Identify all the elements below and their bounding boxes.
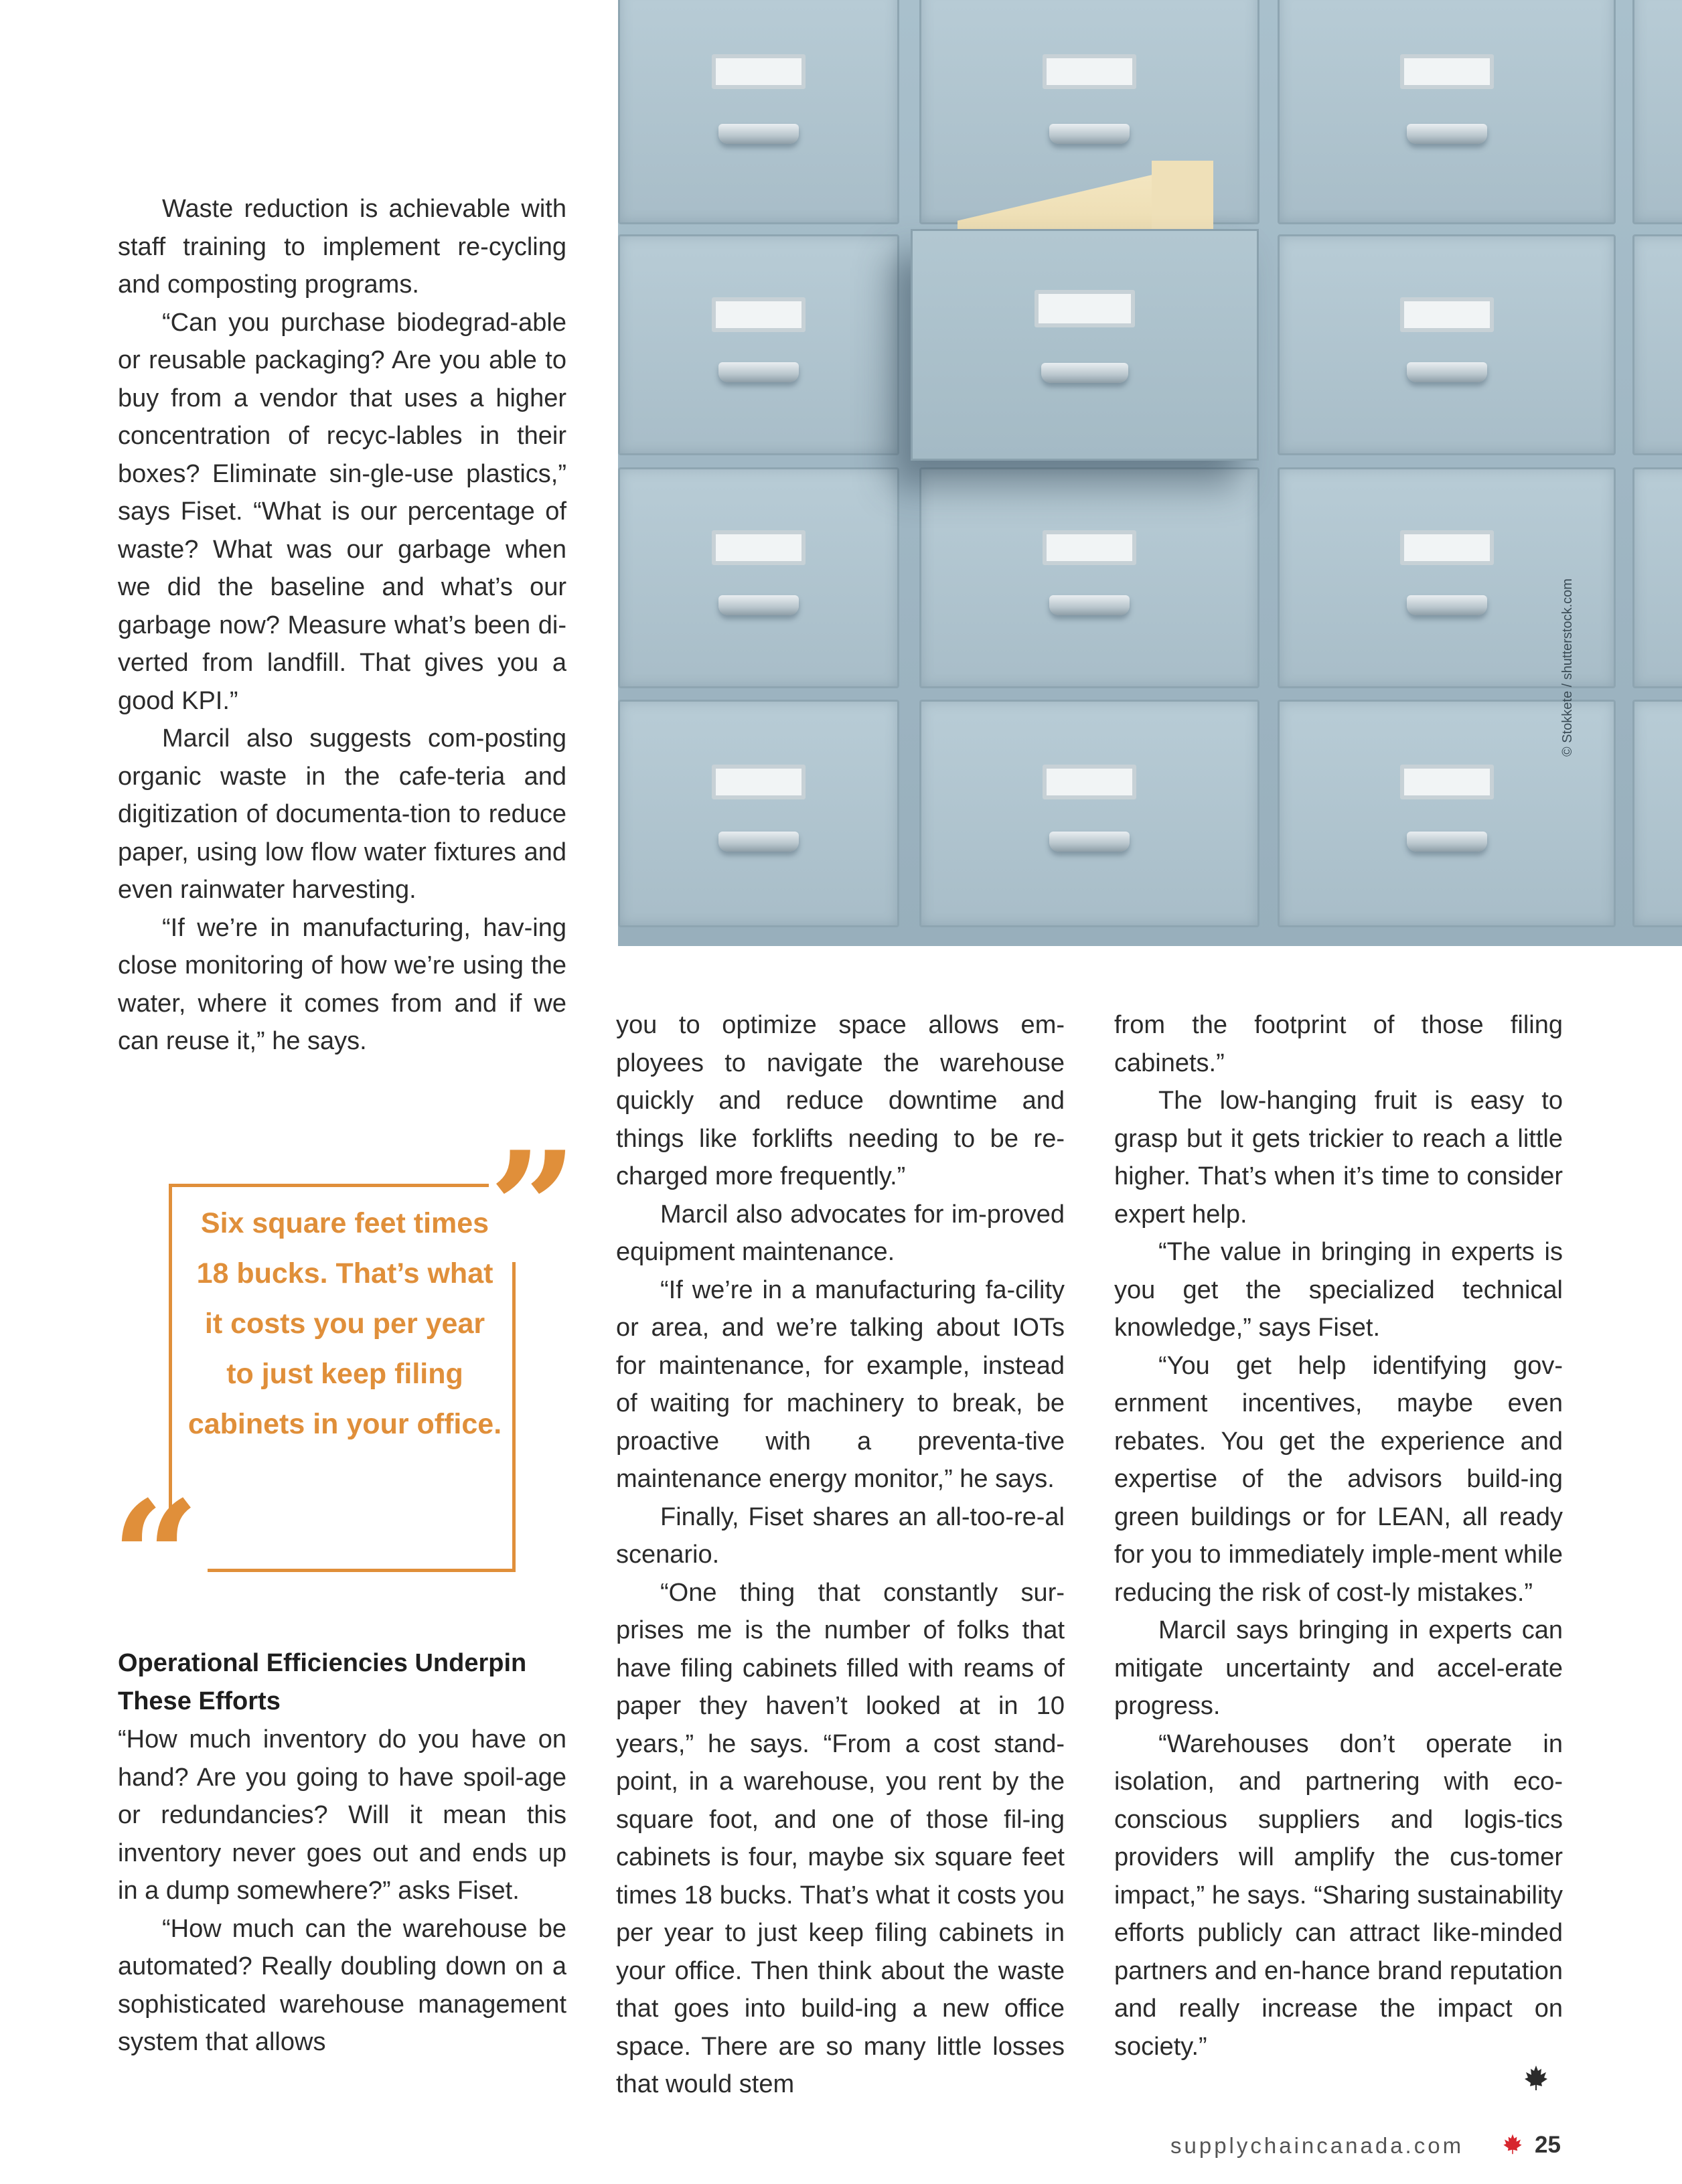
column-1-lower-text <box>118 1721 566 2061</box>
paragraph: “If we’re in manufacturing, hav-ing close monitoring of how we’re using the water, where it comes from and if we can reuse it,” he says. <box>118 913 566 1055</box>
paragraph: Marcil also advocates for im-proved equipment maintenance. <box>616 1200 1065 1266</box>
paragraph: Waste reduction is achievable with staff training to implement re-cycling and composting programs. <box>118 195 566 299</box>
paragraph: “Can you purchase biodegrad-able or reusable packaging? Are you able to buy from a vendor that uses a higher concentration of recyc-lables in their boxes? Eliminate sin-gle-use plastics,” says Fiset. “What is our percentage of waste? What was our garbage when we did the baseline and what’s our garbage now? Measure what’s been di-verted from landfill. That gives you a good KPI.” <box>118 308 566 715</box>
paragraph: “Warehouses don’t operate in isolation, and partnering with eco-conscious suppliers and logis-tics providers will amplify the cus-tomer impact,” he says. “Sharing sustainability efforts publicly can attract like-minded partners and en-hance brand reputation and really increase the impact on society.” <box>1114 1729 1563 2061</box>
open-quote-mark: “ <box>111 1468 200 1648</box>
paragraph: Marcil says bringing in experts can mitigate uncertainty and accel-erate progress. <box>1114 1616 1563 1720</box>
paragraph: Finally, Fiset shares an all-too-re-al scenario. <box>616 1502 1065 1569</box>
pull-quote-text: Six square feet times 18 bucks. That’s what it costs you per year to just keep filing cabinets in your office. <box>187 1207 502 1440</box>
column-3-text <box>1114 1006 1563 2065</box>
paragraph: from the footprint of those filing cabinets.” <box>1114 1011 1563 1077</box>
paragraph: Marcil also suggests com-posting organic waste in the cafe-teria and digitization of documenta-tion to reduce paper, using low flow water fixtures and even rainwater harvesting. <box>118 724 566 904</box>
open-drawer <box>911 229 1259 461</box>
section-subhead: Operational Efficiencies Underpin These Efforts <box>118 1649 527 1715</box>
column-2-text <box>616 1006 1065 2104</box>
end-mark-maple-icon <box>1523 2064 1549 2091</box>
column-1-text <box>118 190 566 1061</box>
manila-folder-edge <box>1152 161 1213 236</box>
page-number: 25 <box>1535 2132 1561 2158</box>
paragraph: “The value in bringing in experts is you get the specialized technical knowledge,” says Fiset. <box>1114 1238 1563 1342</box>
paragraph: “You get help identifying gov-ernment incentives, maybe even rebates. You get the experience and expertise of the advisors build-ing green buildings or for LEAN, all ready for you to immediately imple-ment while reducing the risk of cost-ly mistakes.” <box>1114 1351 1563 1607</box>
paragraph: “How much can the warehouse be automated? Really doubling down on a sophisticated warehouse management system that allows <box>118 1914 566 2056</box>
paragraph: The low-hanging fruit is easy to grasp but it gets trickier to reach a little higher. That’s when it’s time to consider expert help. <box>1114 1087 1563 1229</box>
paragraph: “How much inventory do you have on hand? Are you going to have spoil-age or redundancies? Will it mean this inventory never goes out and ends up in a dump somewhere?” asks Fiset. <box>118 1725 566 1905</box>
filing-cabinets-photo <box>618 0 1682 946</box>
maple-leaf-icon <box>1502 2133 1523 2155</box>
paragraph: “If we’re in a manufacturing fa-cility or area, and we’re talking about IOTs for maintenance, for example, instead of waiting for machinery to break, be proactive with a preventa-tive maintenance energy monitor,” he says. <box>616 1275 1065 1493</box>
paragraph: you to optimize space allows em-ployees to navigate the warehouse quickly and reduce downtime and things like forklifts needing to be re-charged more frequently.” <box>616 1011 1065 1190</box>
photo-credit: © Stokkete / shutterstock.com <box>1560 578 1575 757</box>
footer-site: supplychaincanada.com <box>1170 2133 1464 2158</box>
paragraph: “One thing that constantly sur-prises me is the number of folks that have filing cabinets filled with reams of paper they haven’t looked at in 10 years,” he says. “From a cost stand-point, in a warehouse, you rent by the square foot, and one of those fil-ing cabinets is four, maybe six square feet times 18 bucks. That’s what it costs you per year to just keep filing cabinets in your office. Then think about the waste that goes into build-ing a new office space. There are so many little losses that would stem <box>616 1578 1065 2098</box>
close-quote-mark: ” <box>489 1118 578 1299</box>
